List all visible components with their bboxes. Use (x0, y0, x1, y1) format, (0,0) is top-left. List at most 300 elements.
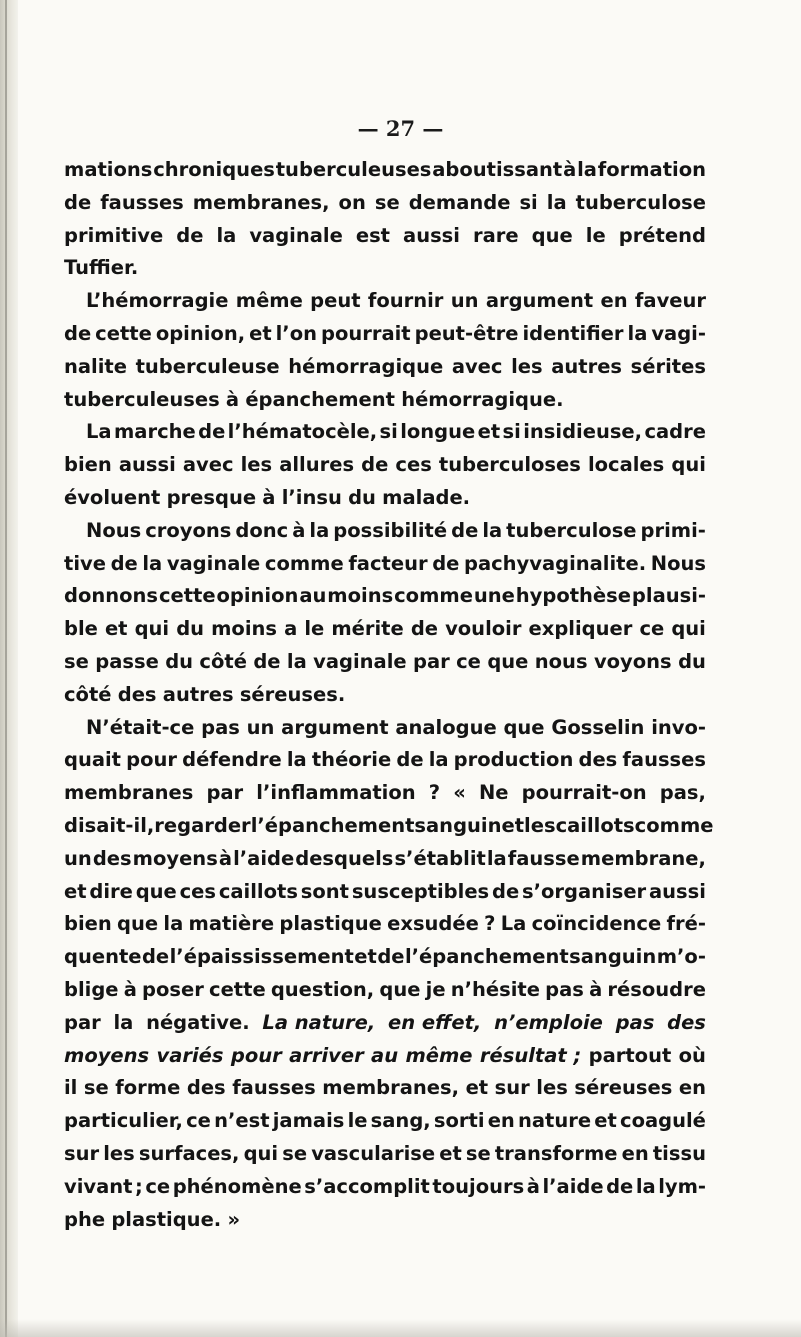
word: ce (145, 1174, 171, 1198)
word: croyons (145, 518, 232, 542)
word: du (176, 617, 205, 641)
text-line (64, 154, 706, 187)
word: ? (484, 912, 496, 936)
word: moyens (132, 846, 218, 870)
word: un (246, 715, 275, 739)
word: la (635, 1174, 656, 1198)
word: « (453, 781, 466, 805)
word: par (413, 649, 450, 673)
word: de (606, 1174, 634, 1198)
word: des (117, 682, 157, 706)
word: de (64, 321, 92, 345)
text-line (64, 613, 706, 646)
word: phe (64, 1207, 106, 1231)
text-line (64, 351, 706, 384)
word: moins (327, 584, 394, 608)
word: Gosselin (551, 715, 645, 739)
word: hémorragique. (401, 387, 564, 411)
text-line (64, 187, 706, 220)
word: par (64, 1010, 101, 1034)
word: sont (300, 879, 349, 903)
word: possibilité (333, 518, 448, 542)
word: transforme (494, 1141, 618, 1165)
word: si (379, 420, 398, 444)
word: de (110, 551, 138, 575)
word: un (64, 846, 92, 870)
word: défendre (182, 748, 282, 772)
word: résultat ; (479, 1043, 582, 1067)
text-line (64, 712, 706, 745)
word: forme (115, 1076, 181, 1100)
word: est (355, 223, 390, 247)
word: donc (235, 518, 289, 542)
word: aussi (118, 453, 176, 477)
word: et (477, 420, 501, 444)
text-line (64, 777, 706, 810)
word: La (500, 912, 527, 936)
word: en (487, 1109, 515, 1133)
word: en (621, 1141, 649, 1165)
word: peut (310, 289, 361, 313)
word: par (206, 781, 244, 805)
word: fournir (367, 289, 444, 313)
word: plastique. (111, 1207, 222, 1231)
word: peut-être (414, 321, 519, 345)
word: de (432, 551, 460, 575)
word: pour (230, 1043, 282, 1067)
word: bien (64, 912, 112, 936)
word: sérites (630, 354, 706, 378)
word: chroniques (153, 158, 275, 181)
word: le (585, 223, 606, 247)
text-line (64, 220, 706, 253)
page-number: — 27 — (357, 116, 444, 141)
word: matière (188, 912, 275, 936)
word: toujours (432, 1174, 525, 1198)
word: pas, (659, 781, 706, 805)
text-line (64, 482, 706, 515)
word: presque (166, 485, 257, 509)
word: analogue (395, 715, 497, 739)
text-line (64, 515, 706, 548)
word: jamais (272, 1109, 345, 1133)
word: arriver (289, 1043, 364, 1067)
word: ; (135, 1174, 143, 1198)
word: pas (201, 715, 240, 739)
word: un (450, 289, 479, 313)
word: fré- (666, 912, 706, 936)
text-line (64, 384, 706, 417)
word: fausses (232, 1076, 316, 1100)
word: s’organiser (522, 879, 647, 903)
word: des (92, 846, 132, 870)
word: moins (211, 617, 277, 641)
word: l’aide (542, 1174, 604, 1198)
word: à (526, 1174, 540, 1198)
word: sorti (433, 1109, 485, 1133)
word: la (286, 649, 307, 673)
word: moyens (64, 1043, 150, 1067)
word: où (678, 1043, 706, 1067)
word: côté (64, 682, 112, 706)
word: de (198, 420, 226, 444)
word: qui (134, 617, 170, 641)
word: lym- (658, 1174, 706, 1198)
word: opinion (216, 584, 299, 608)
word: nous (534, 649, 588, 673)
word: des (186, 1076, 226, 1100)
word: la (113, 1010, 134, 1034)
word: Ne (478, 781, 509, 805)
word: l’épaississement (169, 945, 354, 969)
word: Tuffier. (64, 256, 139, 280)
word: de (141, 945, 170, 969)
text-line (64, 1072, 706, 1105)
word: pourrait-on (521, 781, 647, 805)
word: ces (395, 453, 432, 477)
word: allures (279, 453, 355, 477)
word: hypothèse (515, 584, 631, 608)
word: argument (485, 289, 594, 313)
word: de (176, 223, 204, 247)
word: sanguin (569, 945, 657, 969)
word: particulier, (64, 1109, 183, 1133)
word: aboutissant (432, 158, 563, 181)
word: si (502, 420, 521, 444)
word: membrane, (580, 846, 706, 870)
word: se (465, 1141, 491, 1165)
word: vivant (64, 1174, 133, 1198)
word: et (249, 321, 272, 345)
text-line (64, 252, 706, 285)
word: quente (64, 945, 142, 969)
word: La (86, 420, 112, 444)
word: s’accomplit (304, 1174, 430, 1198)
word: coïncidence (531, 912, 662, 936)
word: et (64, 879, 87, 903)
word: insidieuse, (523, 420, 643, 444)
word: et (354, 945, 377, 969)
word: et (594, 1109, 617, 1133)
word: phénomène (172, 1174, 302, 1198)
word: dire (89, 879, 133, 903)
text-line (64, 646, 706, 679)
word: cadre (644, 420, 706, 444)
text-line (64, 1040, 706, 1073)
word: sur (494, 1076, 530, 1100)
page-bottom-shadow (0, 1319, 801, 1337)
text-line (64, 580, 706, 613)
word: l’insu (281, 485, 342, 509)
word: sanguin (414, 813, 502, 837)
word: tuberculeuses (64, 387, 220, 411)
word: même (405, 1043, 473, 1067)
word: des (578, 748, 618, 772)
word: qui (671, 453, 706, 477)
word: primi- (640, 518, 706, 542)
word: donnons (64, 584, 159, 608)
word: membranes, (322, 1076, 460, 1100)
word: une (473, 584, 515, 608)
text-line (64, 1138, 706, 1171)
word: la (486, 846, 507, 870)
word: nalite (64, 354, 127, 378)
text-line (64, 843, 706, 876)
word: primitive (64, 223, 164, 247)
word: sur (64, 1141, 100, 1165)
word: autres (162, 682, 234, 706)
word: de (361, 453, 389, 477)
word: malade. (382, 485, 471, 509)
word: hémorragique (288, 354, 444, 378)
word: fausses (100, 190, 184, 214)
text-line (64, 679, 706, 712)
word: vaginale (313, 649, 407, 673)
word: ? (428, 781, 441, 805)
word: vaginale (166, 551, 261, 575)
word: il (64, 1076, 78, 1100)
word: comme (634, 813, 714, 837)
word: caillots (555, 813, 635, 837)
word: m’o- (656, 945, 706, 969)
word: opinion, (155, 321, 246, 345)
word: aussi (649, 879, 706, 903)
word: formation (597, 158, 706, 181)
word: avec (182, 453, 234, 477)
word: faveur (634, 289, 706, 313)
word: surfaces, (138, 1141, 240, 1165)
word: fausse (507, 846, 580, 870)
word: pour (126, 748, 178, 772)
word: pachyvaginalite. (463, 551, 647, 575)
word: qui (243, 1141, 279, 1165)
word: cette (158, 584, 216, 608)
word: Nous (650, 551, 706, 575)
text-line (64, 1204, 706, 1237)
text-line (64, 416, 706, 449)
text-line (64, 548, 706, 581)
word: question, (270, 977, 375, 1001)
word: l’épanchement (404, 945, 569, 969)
word: a (284, 617, 298, 641)
word: et (104, 617, 128, 641)
word: les (103, 1141, 135, 1165)
word: séreuses (574, 1076, 673, 1100)
word: exsudée (387, 912, 479, 936)
word: à (563, 158, 577, 181)
word: n’hésite (450, 977, 540, 1001)
word: plausi- (631, 584, 706, 608)
word: de (491, 879, 520, 903)
word: de (253, 649, 281, 673)
word: autres (551, 354, 623, 378)
word: mérite (331, 617, 404, 641)
word: longue (400, 420, 476, 444)
word: à (589, 977, 603, 1001)
word: pas (545, 977, 584, 1001)
word: membranes, (192, 190, 330, 214)
word: à (218, 846, 233, 870)
word: la (216, 223, 237, 247)
word: de (64, 190, 92, 214)
word: prétend (618, 223, 706, 247)
word: membranes (64, 781, 194, 805)
text-line (64, 285, 706, 318)
word: résoudre (607, 977, 706, 1001)
word: si (519, 190, 538, 214)
word: vaginale (249, 223, 343, 247)
text-line (64, 1171, 706, 1204)
word: la (627, 321, 648, 345)
text-line (64, 1105, 706, 1138)
word: vagi- (651, 321, 706, 345)
word: en (678, 1076, 706, 1100)
word: susceptibles (351, 879, 490, 903)
word: » (227, 1207, 241, 1231)
word: pas (615, 1010, 655, 1034)
word: demande (408, 190, 511, 214)
word: la (482, 518, 503, 542)
word: Nous (86, 518, 142, 542)
word: rare (473, 223, 519, 247)
word: aussi (403, 223, 460, 247)
word: locales (587, 453, 665, 477)
word: la (577, 158, 597, 181)
word: théorie (311, 748, 392, 772)
word: l’on (275, 321, 317, 345)
word: tuberculeuse (135, 354, 280, 378)
word: pourrait (320, 321, 411, 345)
word: de (377, 945, 405, 969)
word: vouloir (445, 617, 522, 641)
word: de (410, 617, 438, 641)
word: vascularise (311, 1141, 436, 1165)
word: du (678, 649, 706, 673)
word: qui (671, 617, 706, 641)
word: que (531, 223, 573, 247)
word: ce (639, 617, 665, 641)
word: se (64, 649, 89, 673)
text-line (64, 449, 706, 482)
word: tissu (652, 1141, 706, 1165)
word: expliquer (528, 617, 633, 641)
word: ble (64, 617, 98, 641)
word: marche (113, 420, 196, 444)
word: N’était-ce (86, 715, 195, 739)
word: partout (588, 1043, 672, 1067)
word: voyons (593, 649, 672, 673)
word: s’établit (394, 846, 486, 870)
word: plastique (279, 912, 382, 936)
word: la (286, 748, 307, 772)
word: on (338, 190, 366, 214)
word: la (428, 748, 449, 772)
word: de (396, 748, 424, 772)
word: séreuses. (239, 682, 346, 706)
word: tuberculose (575, 190, 706, 214)
text-line (64, 941, 706, 974)
word: se (374, 190, 400, 214)
word: cette (209, 977, 266, 1001)
word: et (465, 1076, 489, 1100)
word: tuberculoses (438, 453, 581, 477)
word: l’aide (233, 846, 295, 870)
word: production (453, 748, 574, 772)
text-line (64, 974, 706, 1007)
word: le (347, 1109, 368, 1133)
word: desquels (295, 846, 394, 870)
word: le (304, 617, 325, 641)
word: en (600, 289, 628, 313)
word: les (511, 354, 543, 378)
word: L’hémorragie (86, 289, 229, 313)
word: tuberculose (506, 518, 637, 542)
word: du (165, 649, 194, 673)
word: coagulé (620, 1109, 706, 1133)
text-line (64, 744, 706, 777)
body-text (64, 154, 714, 1236)
word: au (371, 1043, 399, 1067)
word: les (536, 1076, 568, 1100)
word: la (142, 551, 163, 575)
word: et (439, 1141, 462, 1165)
word: les (240, 453, 273, 477)
word: que (117, 912, 159, 936)
word: bien (64, 453, 112, 477)
text-line (64, 1007, 706, 1040)
word: à (123, 977, 137, 1001)
word: fausses (622, 748, 706, 772)
word: argument (281, 715, 389, 739)
word: avec (451, 354, 503, 378)
word: quait (64, 748, 122, 772)
word: se (83, 1076, 109, 1100)
word: l’inflammation (256, 781, 416, 805)
word: à (292, 518, 306, 542)
word: invo- (651, 715, 706, 739)
word: des (667, 1010, 706, 1034)
word: la (546, 190, 567, 214)
word: se (282, 1141, 308, 1165)
word: regarder (154, 813, 251, 837)
word: facteur (348, 551, 428, 575)
word: La nature, (262, 1010, 376, 1034)
word: poser (142, 977, 204, 1001)
word: ce (186, 1109, 211, 1133)
text-line (64, 810, 714, 843)
text-line (64, 908, 706, 941)
word: tive (64, 551, 106, 575)
page-binding-edge (0, 0, 18, 1337)
word: de (451, 518, 479, 542)
word: au (299, 584, 327, 608)
text-line (64, 318, 706, 351)
word: la (163, 912, 184, 936)
word: les (524, 813, 556, 837)
word: la (309, 518, 330, 542)
word: que (135, 879, 177, 903)
word: mations (64, 158, 153, 181)
text-line (64, 876, 706, 909)
word: ce (456, 649, 481, 673)
word: que (503, 715, 545, 739)
word: n’emploie (494, 1010, 603, 1034)
word: identifier (522, 321, 624, 345)
word: nature (518, 1109, 592, 1133)
word: épanchement (245, 387, 395, 411)
word: en effet, (388, 1010, 482, 1034)
binding-line (5, 0, 7, 1337)
